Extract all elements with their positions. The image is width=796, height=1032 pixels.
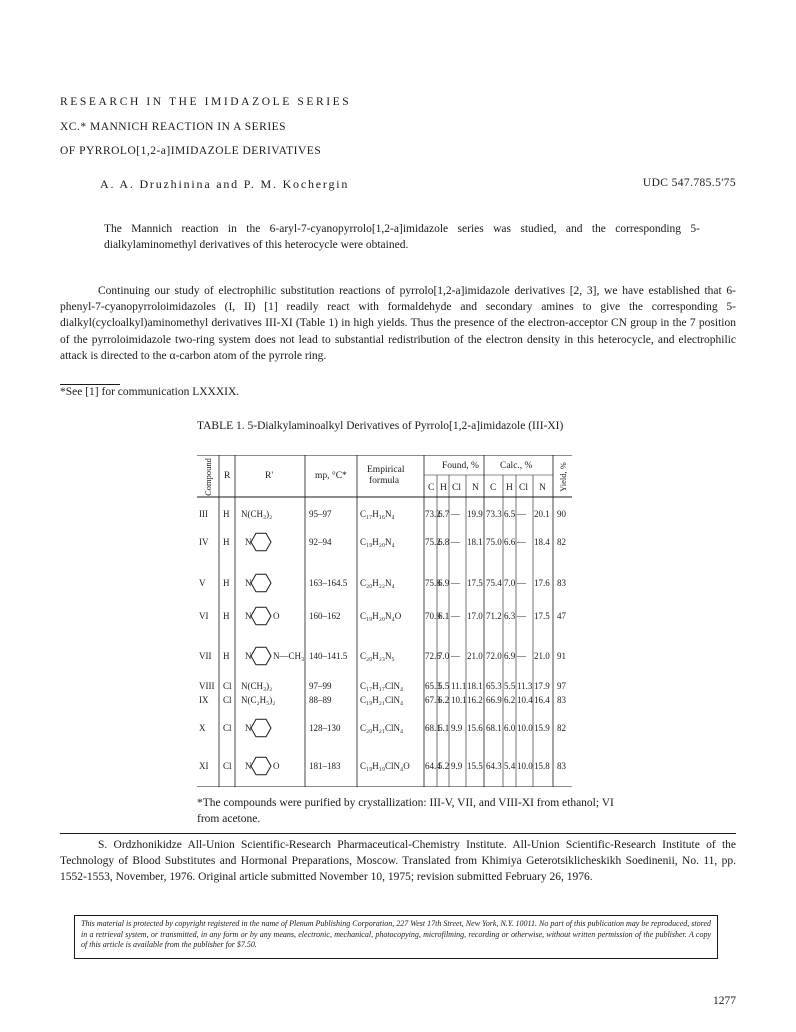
row-mp: 128–130 xyxy=(309,723,341,733)
data-table xyxy=(197,455,595,787)
row-found-value: 17.5 xyxy=(467,578,483,588)
row-found-value: 73.2 xyxy=(425,509,441,519)
row-found-value: 6.9 xyxy=(438,578,450,588)
row-calc-value: 10.4 xyxy=(517,695,533,705)
row-found-value: 9.9 xyxy=(451,723,463,733)
row-found-value: 5.2 xyxy=(438,761,450,771)
row-found-value: 6.8 xyxy=(438,537,450,547)
row-formula: C₁₉H₂₁ClN₄ xyxy=(360,695,404,705)
row-r-prime: N(CH₃)₂ xyxy=(241,681,273,691)
row-calc-value: 68.1 xyxy=(486,723,502,733)
table-caption: TABLE 1. 5-Dialkylaminoalkyl Derivatives of Pyrrolo[1,2-a]imidazole (III-XI) xyxy=(197,420,564,432)
header-calc-h: H xyxy=(506,483,513,493)
footnote: *See [1] for communication LXXXIX. xyxy=(60,386,240,398)
row-calc-value: 6.0 xyxy=(504,723,516,733)
row-compound: III xyxy=(199,509,208,519)
row-calc-value: — xyxy=(517,578,526,588)
row-mp: 163–164.5 xyxy=(309,578,348,588)
row-found-value: 17.0 xyxy=(467,611,483,621)
row-compound: VI xyxy=(199,611,209,621)
ring-nitrogen: N xyxy=(245,761,252,771)
ring-nitrogen: N xyxy=(245,611,252,621)
row-calc-value: 71.2 xyxy=(486,611,502,621)
row-formula: C₁₉H₂₀N₄O xyxy=(360,611,402,621)
row-calc-value: 15.9 xyxy=(534,723,550,733)
row-calc-value: 21.0 xyxy=(534,651,550,661)
header-yield: Yield, % xyxy=(557,462,568,492)
amine-ring-icon xyxy=(251,757,271,774)
header-found-n: N xyxy=(472,483,479,493)
header-calc-cl: Cl xyxy=(519,483,528,493)
row-calc-value: 64.3 xyxy=(486,761,502,771)
row-formula: C₁₉H₁₉ClN₄O xyxy=(360,761,410,771)
row-found-value: 15.5 xyxy=(467,761,483,771)
header-calc-c: C xyxy=(490,483,497,493)
amine-ring-icon xyxy=(251,533,271,550)
row-calc-value: 75.4 xyxy=(486,578,502,588)
ring-oxygen: O xyxy=(273,611,280,621)
row-calc-value: 6.5 xyxy=(504,509,516,519)
header-calc: Calc., % xyxy=(500,461,533,471)
row-found-value: 64.4 xyxy=(425,761,441,771)
row-calc-value: 10.0 xyxy=(517,723,533,733)
row-r: H xyxy=(223,651,230,661)
row-calc-value: 11.3 xyxy=(517,681,533,691)
row-calc-value: — xyxy=(517,509,526,519)
footnote-rule xyxy=(60,384,120,385)
row-found-value: 16.2 xyxy=(467,695,483,705)
header-found-c: C xyxy=(428,483,435,493)
ring-oxygen: O xyxy=(273,761,280,771)
row-formula: C₂₀H₂₂N₄ xyxy=(360,578,395,588)
ring-nitrogen: N xyxy=(245,578,252,588)
row-calc-value: 6.3 xyxy=(504,611,516,621)
row-mp: 95–97 xyxy=(309,509,332,519)
copyright-notice: This material is protected by copyright registered in the name of Plenum Publishing Corporation, 227 West 17th Street, New York, N.Y. 10011. No part of this publication may be reproduced, stored in a retrieval system, or transmitted, in any form or by any means, electronic, mechanical, photocopying, microfilming, recording or otherwise, without written permission of the publisher. A copy of this article is available from the publisher for $7.50. xyxy=(74,915,718,959)
row-calc-value: — xyxy=(517,611,526,621)
row-r: Cl xyxy=(223,681,232,691)
ring-nitrogen: N xyxy=(245,723,252,733)
row-compound: X xyxy=(199,723,206,733)
amine-ring-icon xyxy=(251,574,271,591)
header-calc-n: N xyxy=(539,483,546,493)
header-formula: formula xyxy=(369,476,400,486)
row-yield: 97 xyxy=(557,681,566,691)
row-r: H xyxy=(223,537,230,547)
row-yield: 83 xyxy=(557,761,566,771)
row-calc-value: 10.0 xyxy=(517,761,533,771)
row-mp: 140–141.5 xyxy=(309,651,348,661)
row-yield: 83 xyxy=(557,695,566,705)
row-found-value: 68.1 xyxy=(425,723,441,733)
row-calc-value: 16.4 xyxy=(534,695,550,705)
amine-ring-icon xyxy=(251,607,271,624)
row-found-value: — xyxy=(451,611,460,621)
row-found-value: 11.1 xyxy=(451,681,467,691)
page-number: 1277 xyxy=(713,995,736,1007)
row-calc-value: 66.9 xyxy=(486,695,502,705)
row-found-value: 72.6 xyxy=(425,651,441,661)
row-found-value: 9.9 xyxy=(451,761,463,771)
row-found-value: 70.9 xyxy=(425,611,441,621)
row-compound: XI xyxy=(199,761,209,771)
row-r: Cl xyxy=(223,761,232,771)
row-calc-value: 7.0 xyxy=(504,578,516,588)
row-compound: V xyxy=(199,578,206,588)
article-subtitle-line-2: OF PYRROLO[1,2-a]IMIDAZOLE DERIVATIVES xyxy=(60,145,322,157)
row-calc-value: 5.4 xyxy=(504,761,516,771)
row-compound: IX xyxy=(199,695,209,705)
row-mp: 88–89 xyxy=(309,695,332,705)
row-yield: 47 xyxy=(557,611,566,621)
row-yield: 83 xyxy=(557,578,566,588)
table-grid xyxy=(197,455,595,787)
ring-methyl-nitrogen: N—CH₃ xyxy=(273,651,305,661)
row-mp: 160–162 xyxy=(309,611,341,621)
body-paragraph: Continuing our study of electrophilic substitution reactions of pyrrolo[1,2-a]imidazole derivatives [2, 3], we have established that 6-phenyl-7-cyanopyrroloimidazoles (I, II) [1] readily react with formaldehyde and secondary amines to give the corresponding 5-dialkyl(cycloalkyl)aminomethyl derivatives III-XI (Table 1) in high yields. Thus the presence of the electron-acceptor CN group in the 7 position of the pyrroloimidazole two-ring system does not lead to substantial redistribution of the electron density in this heterocycle, and electrophilic attack is directed to the α-carbon atom of the pyrrole ring. xyxy=(60,285,736,362)
row-found-value: — xyxy=(451,651,460,661)
row-mp: 97–99 xyxy=(309,681,332,691)
header-mp: mp, °C* xyxy=(315,471,347,481)
row-found-value: 15.6 xyxy=(467,723,483,733)
row-found-value: 18.1 xyxy=(467,681,483,691)
row-calc-value: 72.0 xyxy=(486,651,502,661)
table-note: *The compounds were purified by crystallization: III-V, VII, and VIII-XI from ethanol; VI from acetone. xyxy=(197,797,614,825)
row-calc-value: — xyxy=(517,651,526,661)
header-found-h: H xyxy=(440,483,447,493)
row-yield: 82 xyxy=(557,537,566,547)
row-r-prime: N(CH₃)₂ xyxy=(241,509,273,519)
row-formula: C₁₉H₂₀N₄ xyxy=(360,537,395,547)
row-formula: C₁₇H₁₆N₄ xyxy=(360,509,395,519)
header-found-cl: Cl xyxy=(452,483,461,493)
row-compound: VIII xyxy=(199,681,215,691)
row-compound: VII xyxy=(199,651,212,661)
row-calc-value: 20.1 xyxy=(534,509,550,519)
row-calc-value: 5.5 xyxy=(504,681,516,691)
amine-ring-icon xyxy=(251,647,271,664)
row-yield: 82 xyxy=(557,723,566,733)
row-calc-value: 17.6 xyxy=(534,578,550,588)
ring-nitrogen: N xyxy=(245,651,252,661)
row-r: H xyxy=(223,611,230,621)
row-r: H xyxy=(223,509,230,519)
row-calc-value: 75.0 xyxy=(486,537,502,547)
institution-note: S. Ordzhonikidze All-Union Scientific-Research Pharmaceutical-Chemistry Institute. All-Union Scientific-Research Institute of the Technology of Blood Substitutes and Hormonal Preparations, Moscow. Translated from Khimiya Geterotsiklicheskikh Soedinenii, No. 11, pp. 1552-1553, November, 1976. Original article submitted November 10, 1975; revision submitted February 26, 1976. xyxy=(60,839,736,883)
row-found-value: 5.5 xyxy=(438,681,450,691)
row-found-value: — xyxy=(451,537,460,547)
row-found-value: 6.7 xyxy=(438,509,450,519)
row-calc-value: 17.9 xyxy=(534,681,550,691)
row-yield: 91 xyxy=(557,651,566,661)
row-calc-value: 18.4 xyxy=(534,537,550,547)
row-calc-value: 6.6 xyxy=(504,537,516,547)
authors: A. A. Druzhinina and P. M. Kochergin xyxy=(100,177,350,191)
row-calc-value: 15.8 xyxy=(534,761,550,771)
row-found-value: 18.1 xyxy=(467,537,483,547)
udc-code: UDC 547.785.5'75 xyxy=(642,177,736,189)
row-calc-value: 65.3 xyxy=(486,681,502,691)
row-calc-value: 6.2 xyxy=(504,695,516,705)
row-calc-value: — xyxy=(517,537,526,547)
row-calc-value: 6.9 xyxy=(504,651,516,661)
row-found-value: 7.0 xyxy=(438,651,450,661)
row-r: H xyxy=(223,578,230,588)
row-found-value: — xyxy=(451,509,460,519)
header-compound: Compound xyxy=(202,458,213,496)
row-r-prime: N(C₂H₅)₂ xyxy=(241,695,276,705)
institution-rule xyxy=(60,833,736,834)
abstract: The Mannich reaction in the 6-aryl-7-cyanopyrrolo[1,2-a]imidazole series was studied, and the corresponding 5-dialkylaminomethyl derivatives of this heterocycle were obtained. xyxy=(104,223,700,251)
row-found-value: 75.8 xyxy=(425,578,441,588)
ring-nitrogen: N xyxy=(245,537,252,547)
header-r: R xyxy=(224,471,231,481)
header-r-prime: R' xyxy=(265,471,274,481)
row-found-value: — xyxy=(451,578,460,588)
row-calc-value: 17.5 xyxy=(534,611,550,621)
row-r: Cl xyxy=(223,723,232,733)
row-r: Cl xyxy=(223,695,232,705)
row-found-value: 21.0 xyxy=(467,651,483,661)
row-found-value: 67.3 xyxy=(425,695,441,705)
row-formula: C₂₀H₂₃N₅ xyxy=(360,651,395,661)
header-found: Found, % xyxy=(442,461,479,471)
row-found-value: 75.2 xyxy=(425,537,441,547)
row-found-value: 10.1 xyxy=(451,695,467,705)
row-found-value: 6.1 xyxy=(438,611,450,621)
row-formula: C₂₀H₂₁ClN₄ xyxy=(360,723,404,733)
row-found-value: 6.2 xyxy=(438,695,450,705)
article-subtitle-line-1: XC.* MANNICH REACTION IN A SERIES xyxy=(60,121,287,133)
row-found-value: 65.3 xyxy=(425,681,441,691)
row-formula: C₁₇H₁₇ClN₄ xyxy=(360,681,404,691)
row-yield: 90 xyxy=(557,509,566,519)
row-found-value: 19.9 xyxy=(467,509,483,519)
amine-ring-icon xyxy=(251,719,271,736)
row-mp: 181–183 xyxy=(309,761,341,771)
row-compound: IV xyxy=(199,537,209,547)
row-found-value: 6.1 xyxy=(438,723,450,733)
row-mp: 92–94 xyxy=(309,537,332,547)
header-empirical: Empirical xyxy=(367,465,405,475)
series-title: RESEARCH IN THE IMIDAZOLE SERIES xyxy=(60,96,352,108)
row-calc-value: 73.3 xyxy=(486,509,502,519)
